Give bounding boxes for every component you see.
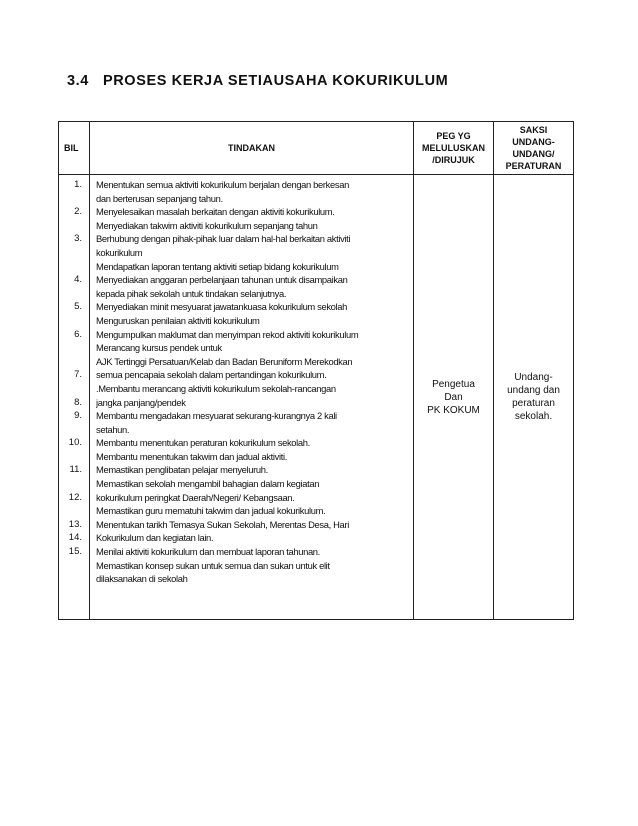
peg-line: PK KOKUM (427, 404, 480, 416)
tindakan-line: dan berterusan sepanjang tahun. (96, 192, 223, 204)
bil-number (59, 314, 89, 328)
tindakan-line: Menyediakan minit mesyuarat jawatankuasa kokurikulum sekolah (96, 301, 348, 313)
bil-number: 8. (74, 396, 82, 408)
table-header-row (59, 122, 574, 175)
tindakan-cell (90, 175, 414, 620)
bil-number: 10. (68, 437, 82, 449)
bil-number: 1. (74, 179, 82, 190)
bil-number: 11. (69, 464, 82, 476)
section-title (67, 73, 448, 89)
peg-line: Dan (444, 391, 463, 403)
bil-number: 6. (74, 328, 82, 340)
tindakan-line: Berhubung dengan pihak-pihak luar dalam hal-hal berkaitan aktiviti (96, 233, 351, 245)
bil-number (59, 287, 89, 301)
peg-cell (414, 175, 494, 620)
tindakan-line: Membantu mengadakan mesyuarat sekurang-kurangnya 2 kali (96, 410, 337, 422)
tindakan-line: Menentukan semua aktiviti kokurikulum berjalan dengan berkesan (96, 179, 349, 190)
bil-number: 15. (68, 546, 82, 558)
bil-number (59, 260, 89, 274)
tindakan-line: kokurikulum (96, 246, 143, 258)
tindakan-line: AJK Tertinggi Persatuan/Kelab dan Badan Beruniform Merekodkan (96, 355, 353, 367)
tindakan-line: dilaksanakan di sekolah (96, 573, 188, 585)
bil-number (59, 477, 89, 491)
tindakan-line: kokurikulum peringkat Daerah/Negeri/ Kebangsaan. (96, 491, 295, 503)
tindakan-line: Memastikan konsep sukan untuk semua dan sukan untuk elit (96, 559, 330, 571)
header-saksi-line: UNDANG- (512, 137, 555, 147)
bil-number (59, 423, 89, 437)
tindakan-line: Menguruskan penilaian aktiviti kokurikulum (96, 314, 260, 326)
tindakan-line: Mendapatkan laporan tentang aktiviti setiap bidang kokurikulum (96, 260, 339, 272)
header-peg (414, 122, 494, 175)
bil-number (59, 355, 89, 369)
tindakan-line: Menilai aktiviti kokurikulum dan membuat laporan tahunan. (96, 546, 320, 558)
header-peg-line: /DIRUJUK (432, 155, 475, 165)
header-saksi-line: UNDANG/ (512, 149, 555, 159)
tindakan-line: Menyelesaikan masalah berkaitan dengan aktiviti kokurikulum. (96, 206, 335, 218)
bil-list (59, 175, 89, 572)
header-saksi-line: PERATURAN (505, 161, 562, 171)
tindakan-line: Mengumpulkan maklumat dan menyimpan rekod aktiviti kokurikulum (96, 328, 359, 340)
tindakan-line: Membantu menentukan takwim dan jadual aktiviti. (96, 450, 287, 462)
header-tindakan: TINDAKAN (90, 122, 414, 175)
bil-number (59, 559, 89, 573)
header-peg-line: PEG YG (436, 131, 471, 141)
tindakan-line: setahun. (96, 423, 130, 435)
tindakan-line: semua pencapaia sekolah dalam pertandingan kokurikulum. (96, 369, 327, 381)
bil-number: 9. (74, 410, 82, 422)
section-heading: PROSES KERJA SETIAUSAHA KOKURIKULUM (102, 73, 449, 89)
header-saksi-line: SAKSI (519, 125, 548, 135)
saksi-cell (494, 175, 574, 620)
tindakan-line: Membantu menentukan peraturan kokurikulum sekolah. (96, 437, 310, 449)
section-number: 3.4 (67, 73, 89, 89)
tindakan-line: .Membantu merancang aktiviti kokurikulum sekolah-rancangan (96, 382, 336, 394)
tindakan-line: jangka panjang/pendek (96, 396, 186, 408)
tindakan-line: Menyediakan anggaran perbelanjaan tahunan untuk disampaikan (96, 274, 348, 286)
tindakan-list (90, 175, 413, 586)
bil-number: 2. (74, 206, 82, 218)
tindakan-line: Memastikan sekolah mengambil bahagian dalam kegiatan (96, 478, 320, 490)
bil-number (59, 341, 89, 355)
saksi-line: Undang- (514, 372, 553, 383)
tindakan-line: Menyediakan takwim aktiviti kokurikulum sepanjang tahun (96, 219, 318, 231)
tindakan-line: Memastikan penglibatan pelajar menyeluruh. (96, 464, 268, 476)
bil-number (59, 504, 89, 518)
bil-number: 4. (74, 274, 82, 286)
saksi-line: peraturan (512, 398, 555, 409)
header-saksi (494, 122, 574, 175)
tindakan-line: Kokurikulum dan kegiatan lain. (96, 532, 214, 544)
tindakan-line: Merancang kursus pendek untuk (96, 342, 222, 354)
bil-number: 13. (68, 518, 82, 530)
bil-number (59, 450, 89, 464)
bil-number: 14. (68, 532, 82, 544)
bil-cell (59, 175, 90, 620)
process-table (58, 121, 574, 620)
saksi-line: sekolah. (514, 411, 553, 422)
table-body-row (59, 175, 574, 620)
bil-number: 7. (74, 369, 82, 381)
peg-line: Pengetua (432, 378, 475, 390)
header-bil: BIL (59, 122, 90, 175)
tindakan-line: Memastikan guru mematuhi takwim dan jadual kokurikulum. (96, 505, 326, 517)
header-peg-line: MELULUSKAN (422, 143, 485, 153)
bil-number: 5. (74, 301, 82, 313)
bil-number: 3. (74, 233, 82, 245)
bil-number (59, 382, 89, 396)
bil-number (59, 219, 89, 233)
bil-number (59, 192, 89, 206)
saksi-line: undang dan (507, 385, 560, 396)
tindakan-line: kepada pihak sekolah untuk tindakan selanjutnya. (96, 287, 287, 299)
bil-number (59, 246, 89, 260)
bil-number: 12. (68, 491, 82, 503)
tindakan-line: Menentukan tarikh Temasya Sukan Sekolah, Merentas Desa, Hari (96, 518, 349, 530)
